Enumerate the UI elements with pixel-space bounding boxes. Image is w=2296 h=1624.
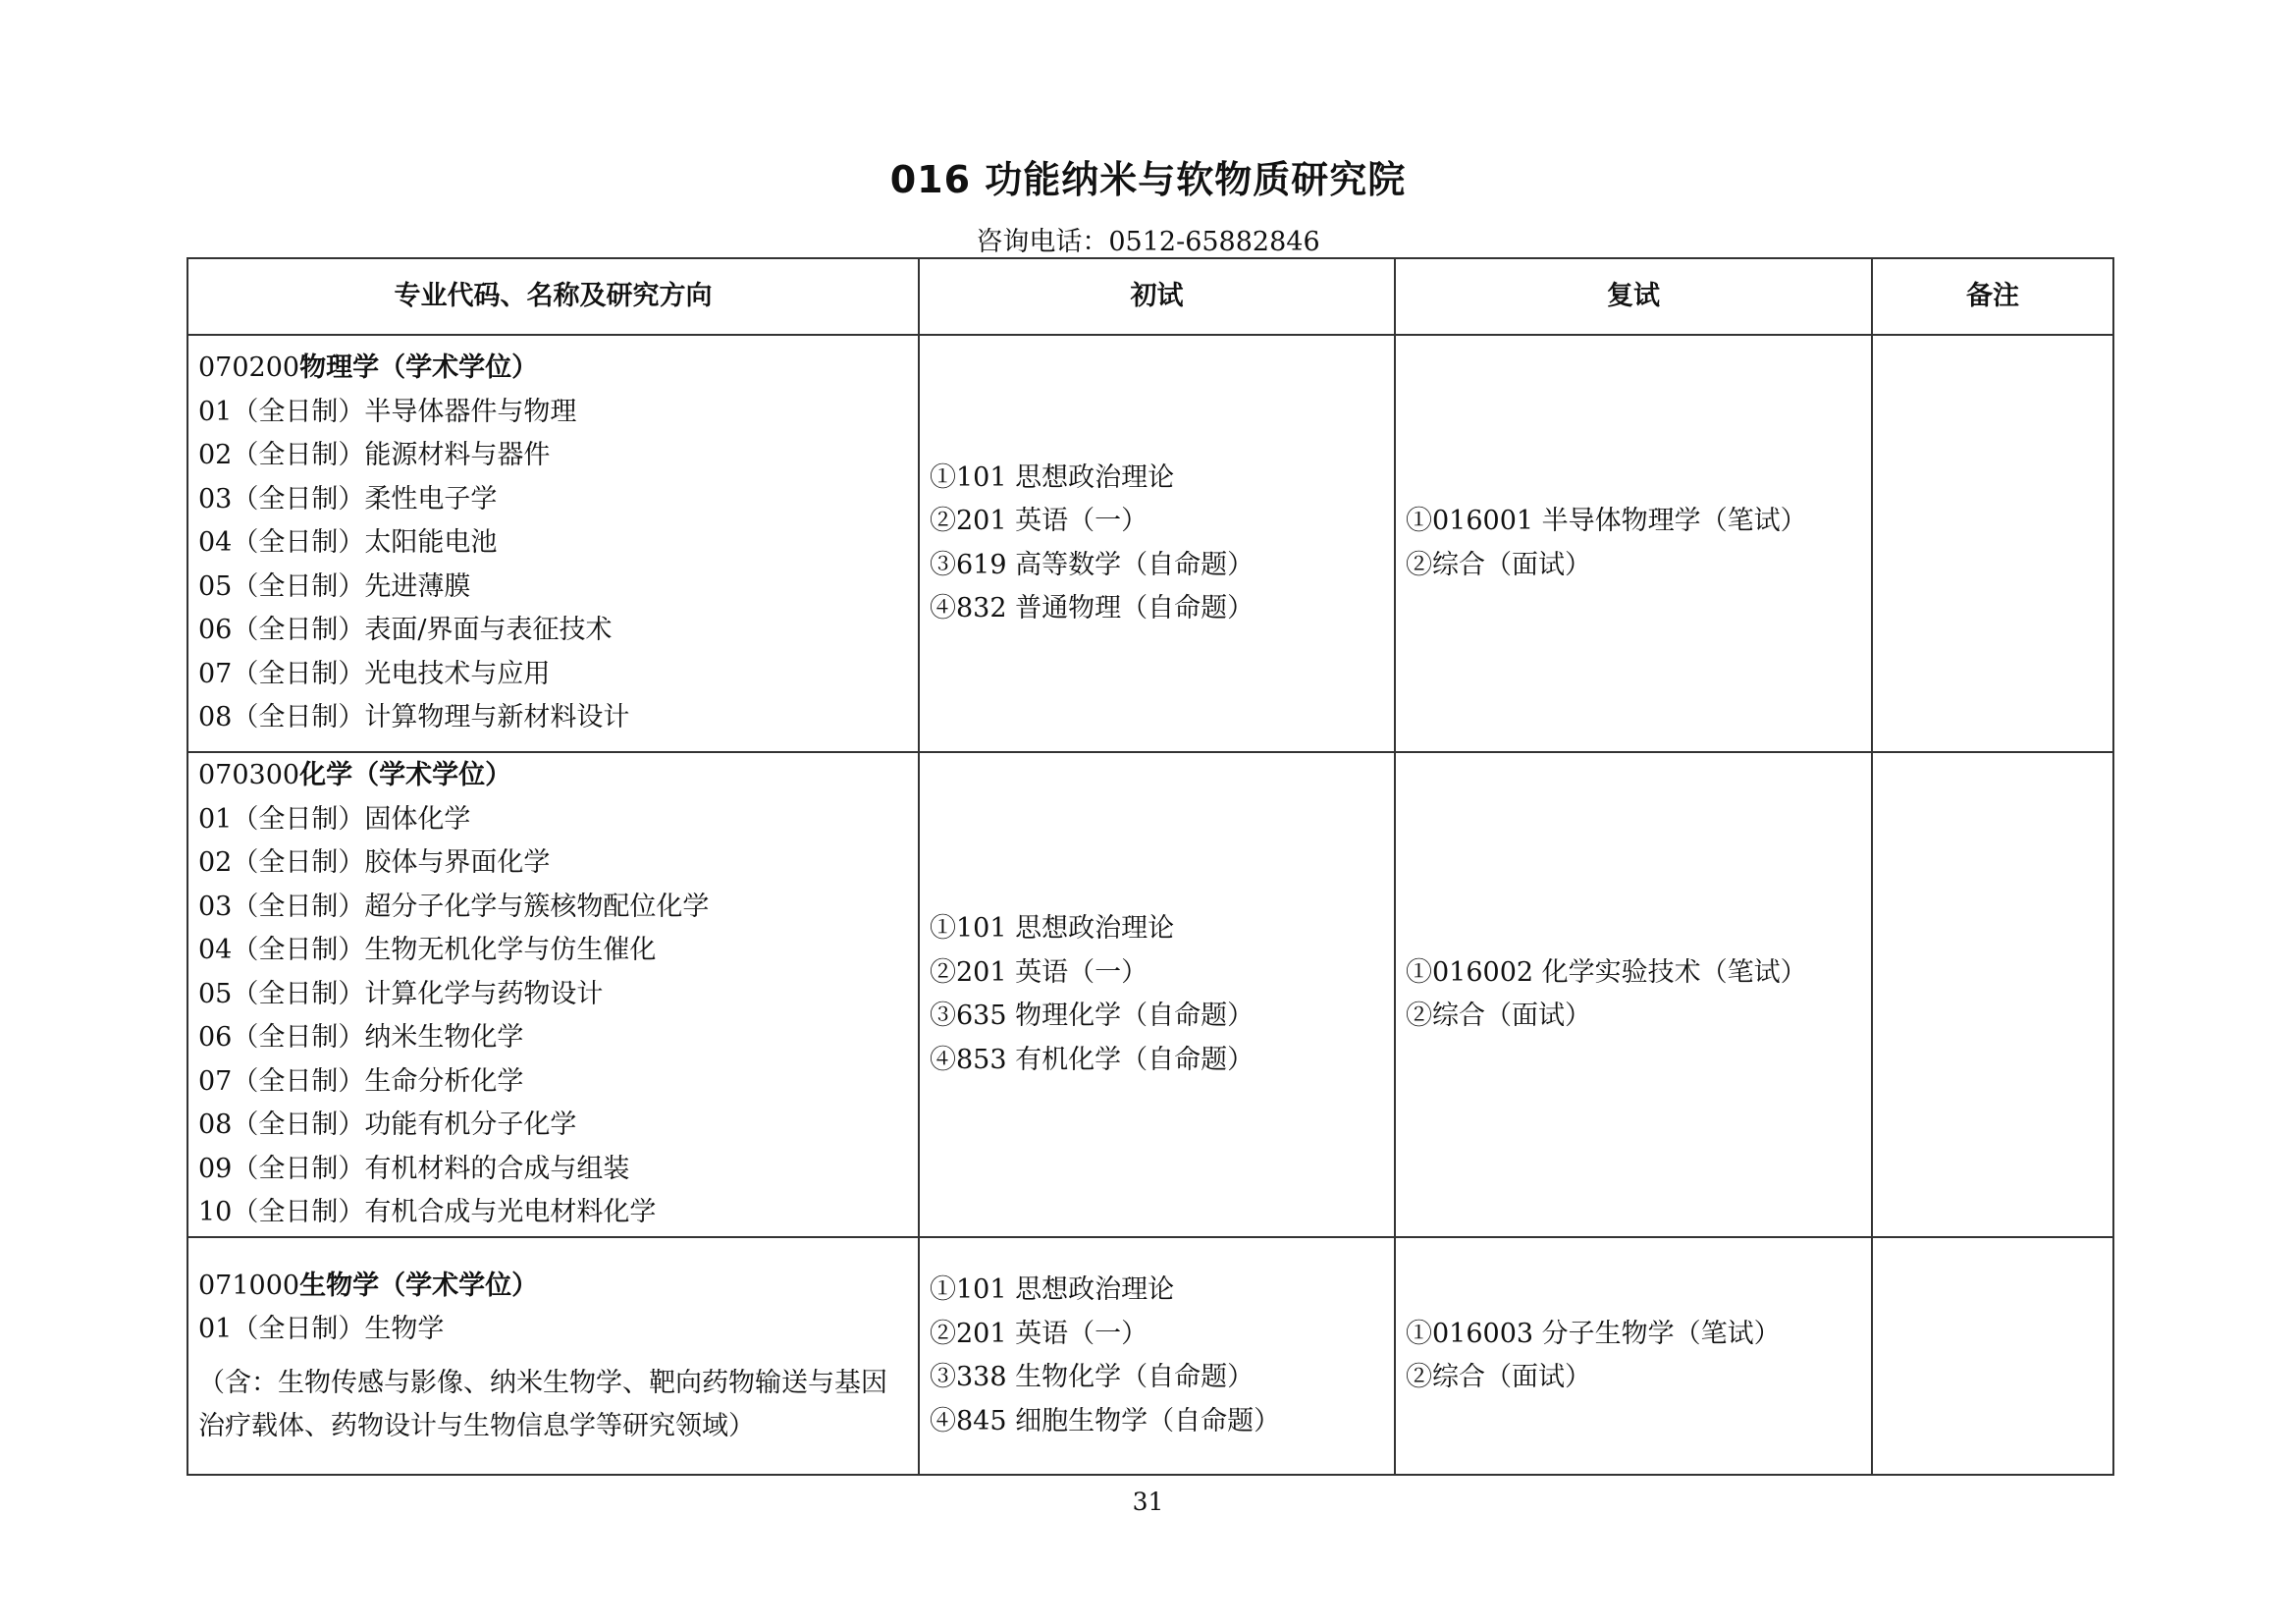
exam-subject: ③338 生物化学（自命题） — [930, 1362, 1255, 1392]
direction-item: 07（全日制）光电技术与应用 — [198, 658, 551, 689]
major-name: 物理学（学术学位） — [299, 352, 539, 384]
page-title: 016 功能纳米与软物质研究院 — [889, 158, 1407, 201]
table-row — [187, 335, 2113, 752]
header-remark: 备注 — [1872, 258, 2113, 335]
remark-cell — [1872, 335, 2113, 752]
initial-exam-cell — [919, 752, 1395, 1237]
major-cell — [187, 1237, 919, 1475]
direction-item: 09（全日制）有机材料的合成与组装 — [198, 1153, 630, 1184]
retest-cell — [1395, 752, 1872, 1237]
exam-subject: ③619 高等数学（自命题） — [930, 549, 1255, 580]
exam-subject: ①101 思想政治理论 — [930, 1274, 1175, 1305]
page-number: 31 — [1132, 1488, 1164, 1516]
direction-item: 03（全日制）柔性电子学 — [198, 483, 498, 514]
header-retest: 复试 — [1395, 258, 1872, 335]
exam-subject: ④845 细胞生物学（自命题） — [930, 1405, 1281, 1436]
retest-subject: ②综合（面试） — [1406, 549, 1591, 580]
direction-item: 04（全日制）生物无机化学与仿生催化 — [198, 935, 657, 966]
program-table — [187, 257, 2114, 1476]
initial-exam-cell — [919, 335, 1395, 752]
remark-cell — [1872, 1237, 2113, 1475]
direction-item: 07（全日制）生命分析化学 — [198, 1065, 524, 1097]
exam-subject: ④832 普通物理（自命题） — [930, 593, 1255, 623]
direction-item: 05（全日制）计算化学与药物设计 — [198, 978, 604, 1009]
header-major: 专业代码、名称及研究方向 — [187, 258, 919, 335]
research-fields-note: （含：生物传感与影像、纳米生物学、靶向药物输送与基因治疗载体、药物设计与生物信息学等研究领域） — [198, 1367, 887, 1441]
direction-item: 06（全日制）纳米生物化学 — [198, 1022, 524, 1054]
contact-phone: 咨询电话：0512-65882846 — [976, 227, 1320, 257]
exam-subject: ②201 英语（一） — [930, 956, 1148, 988]
direction-item: 01（全日制）半导体器件与物理 — [198, 396, 577, 427]
major-cell — [187, 752, 919, 1237]
major-code: 071000 — [198, 1270, 300, 1301]
table-row — [187, 752, 2113, 1237]
major-code: 070300 — [198, 760, 300, 791]
exam-subject: ④853 有机化学（自命题） — [930, 1044, 1255, 1075]
direction-item: 10（全日制）有机合成与光电材料化学 — [198, 1197, 657, 1228]
direction-item: 01（全日制）固体化学 — [198, 803, 471, 835]
major-code: 070200 — [198, 352, 300, 384]
exam-subject: ①101 思想政治理论 — [930, 913, 1175, 944]
direction-item: 08（全日制）功能有机分子化学 — [198, 1110, 577, 1141]
direction-item: 08（全日制）计算物理与新材料设计 — [198, 702, 630, 733]
header-initial-exam: 初试 — [919, 258, 1395, 335]
direction-item: 04（全日制）太阳能电池 — [198, 527, 498, 559]
retest-cell — [1395, 1237, 1872, 1475]
retest-cell — [1395, 335, 1872, 752]
remark-cell — [1872, 752, 2113, 1237]
major-heading — [198, 754, 908, 798]
major-heading — [198, 1265, 908, 1309]
direction-item: 02（全日制）胶体与界面化学 — [198, 847, 551, 879]
major-name: 生物学（学术学位） — [299, 1270, 539, 1301]
table-header-row — [187, 258, 2113, 335]
exam-subject: ②201 英语（一） — [930, 506, 1148, 536]
direction-item: 03（全日制）超分子化学与簇核物配位化学 — [198, 891, 710, 922]
retest-subject: ②综合（面试） — [1406, 1362, 1591, 1392]
retest-subject: ①016003 分子生物学（笔试） — [1406, 1318, 1781, 1349]
table-row — [187, 1237, 2113, 1475]
major-cell — [187, 335, 919, 752]
direction-item: 05（全日制）先进薄膜 — [198, 570, 471, 602]
retest-subject: ①016002 化学实验技术（笔试） — [1406, 956, 1807, 988]
exam-subject: ③635 物理化学（自命题） — [930, 1001, 1255, 1031]
initial-exam-cell — [919, 1237, 1395, 1475]
exam-subject: ①101 思想政治理论 — [930, 461, 1175, 493]
exam-subject: ②201 英语（一） — [930, 1318, 1148, 1349]
major-heading — [198, 347, 908, 391]
direction-item: 01（全日制）生物学 — [198, 1314, 445, 1344]
retest-subject: ②综合（面试） — [1406, 1001, 1591, 1031]
major-name: 化学（学术学位） — [299, 760, 512, 791]
direction-item: 06（全日制）表面/界面与表征技术 — [198, 615, 613, 646]
direction-item: 02（全日制）能源材料与器件 — [198, 440, 551, 471]
retest-subject: ①016001 半导体物理学（笔试） — [1406, 506, 1807, 536]
